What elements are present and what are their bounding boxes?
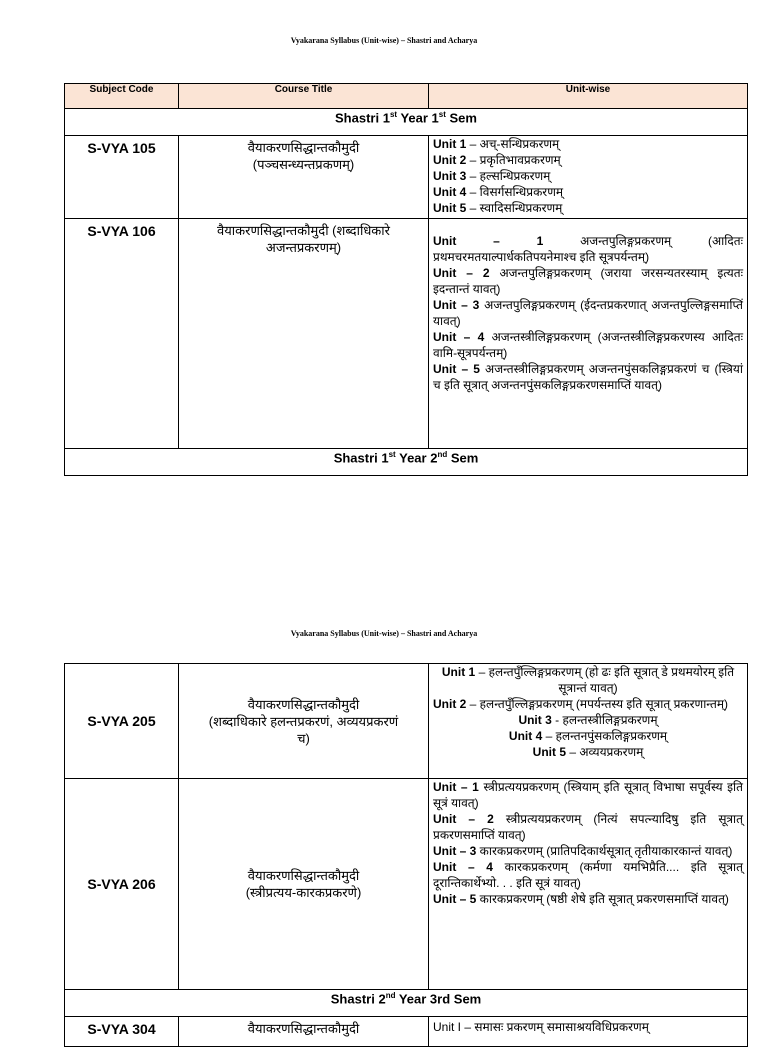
unit-item: Unit 2 – प्रकृतिभावप्रकरणम् — [433, 153, 561, 167]
unit-list: Unit I – समासः प्रकरणम् समासाश्रयविधिप्रकरणम् — [429, 1017, 748, 1047]
unit-item: Unit – 1 स्त्रीप्रत्ययप्रकरणम् (स्त्रियाम् इति सूत्रात् विभाषा सपूर्वस्य इति सूत्रं यावत्) — [433, 780, 744, 810]
unit-item: Unit 3 – हल्सन्धिप्रकरणम् — [433, 169, 551, 183]
unit-item: Unit 4 – हलन्तनपुंसकलिङ्गप्रकरणम् — [508, 729, 668, 743]
unit-item: Unit – 2 स्त्रीप्रत्ययप्रकरणम् (नित्यं सपत्न्यादिषु इति सूत्रात् प्रकरणसमाप्तिं यावत्) — [433, 812, 744, 842]
semester-heading: Shastri 2nd Year 3rd Sem — [65, 990, 748, 1017]
course-title: वैयाकरणसिद्धान्तकौमुदी (शब्दाधिकारे अजन्तप्रकरणम्) — [179, 219, 429, 449]
unit-item: Unit – 5 कारकप्रकरणम् (षष्ठी शेषे इति सूत्रात् प्रकरणसमाप्तिं यावत्) — [433, 892, 729, 906]
unit-item: Unit – 4 अजन्तस्त्रीलिङ्गप्रकरणम् (अजन्तस्त्रीलिङ्गप्रकरणस्य आदितः वामि-सूत्रपर्यन्तम्) — [433, 330, 744, 360]
semester-heading: Shastri 1st Year 2nd Sem — [65, 449, 748, 476]
syllabus-table-1 — [64, 83, 748, 476]
subject-code: S-VYA 304 — [65, 1017, 179, 1047]
unit-item: Unit 5 – स्वादिसन्धिप्रकरणम् — [433, 201, 563, 215]
unit-item: Unit – 5 अजन्तस्त्रीलिङ्गप्रकरणम् अजन्तनपुंसकलिङ्गप्रकरणं च (स्त्रियां च इति सूत्रात् अजन्तनपुंसकलिङ्गप्रकरणसमाप्तिं यावत्) — [433, 362, 743, 392]
unit-list — [429, 664, 748, 779]
course-title: वैयाकरणसिद्धान्तकौमुदी (पञ्चसन्ध्यन्तप्रकणम्) — [179, 136, 429, 219]
unit-item: Unit – 3 कारकप्रकरणम् (प्रातिपदिकार्थसूत्रात् तृतीयाकारकान्तं यावत्) — [433, 844, 733, 858]
unit-item: Unit 2 – हलन्तपुँल्लिङ्गप्रकरणम् (मपर्यन्तस्य इति सूत्रात् प्रकरणान्तम्) — [433, 697, 729, 711]
unit-item: Unit 1 – अच्-सन्धिप्रकरणम् — [433, 137, 560, 151]
unit-item: Unit – 1 अजन्तपुलिङ्गप्रकरणम् (आदितः प्रथमचरमतयाल्पार्धकतिपयनेमाश्च इति सूत्रपर्यन्तम्) — [433, 234, 743, 264]
course-title: वैयाकरणसिद्धान्तकौमुदी (शब्दाधिकारे हलन्तप्रकरणं, अव्ययप्रकरणं च) — [179, 664, 429, 779]
unit-item: Unit 5 – अव्ययप्रकरणम् — [532, 745, 644, 759]
unit-list — [429, 219, 748, 449]
table-row — [65, 1017, 748, 1047]
page-header: Vyakarana Syllabus (Unit-wise) – Shastri and Acharya — [290, 36, 478, 45]
table-row — [65, 219, 748, 449]
syllabus-table-2 — [64, 663, 748, 1047]
header-unit-wise: Unit-wise — [429, 84, 748, 109]
unit-list — [429, 779, 748, 990]
semester-heading: Shastri 1st Year 1st Sem — [65, 109, 748, 136]
page-header: Vyakarana Syllabus (Unit-wise) – Shastri and Acharya — [290, 629, 478, 638]
header-subject-code: Subject Code — [65, 84, 179, 109]
subject-code: S-VYA 106 — [65, 219, 179, 449]
course-title: वैयाकरणसिद्धान्तकौमुदी — [179, 1017, 429, 1047]
subject-code: S-VYA 205 — [65, 664, 179, 779]
course-title: वैयाकरणसिद्धान्तकौमुदी (स्त्रीप्रत्यय-कारकप्रकरणे) — [179, 779, 429, 990]
unit-item: Unit 4 – विसर्गसन्धिप्रकरणम् — [433, 185, 564, 199]
unit-list — [429, 136, 748, 219]
table-row — [65, 136, 748, 219]
unit-item: Unit – 4 कारकप्रकरणम् (कर्मणा यमभिप्रैति.... इति सूत्रात् दूरान्तिकार्थेभ्यो. . . इति सूत्रं यावत्) — [433, 860, 743, 890]
header-course-title: Course Title — [179, 84, 429, 109]
unit-item: Unit – 3 अजन्तपुलिङ्गप्रकरणम् (ईदन्तप्रकरणात् अजन्तपुल्लिङ्गसमाप्तिं यावत्) — [433, 298, 743, 328]
unit-item: Unit – 2 अजन्तपुलिङ्गप्रकरणम् (जराया जरसन्यतरस्याम् इत्यतः इदन्तान्तं यावत्) — [433, 266, 744, 296]
unit-item: Unit 3 - हलन्तस्त्रीलिङ्गप्रकरणम् — [518, 713, 658, 727]
subject-code: S-VYA 105 — [65, 136, 179, 219]
subject-code: S-VYA 206 — [65, 779, 179, 990]
table-row — [65, 779, 748, 990]
unit-item: Unit 1 – हलन्तपुँल्लिङ्गप्रकरणम् (हो ढः इति सूत्रात् डे प्रथमयोरम् इति सूत्रान्तं यावत्) — [441, 665, 735, 695]
table-row — [65, 664, 748, 779]
